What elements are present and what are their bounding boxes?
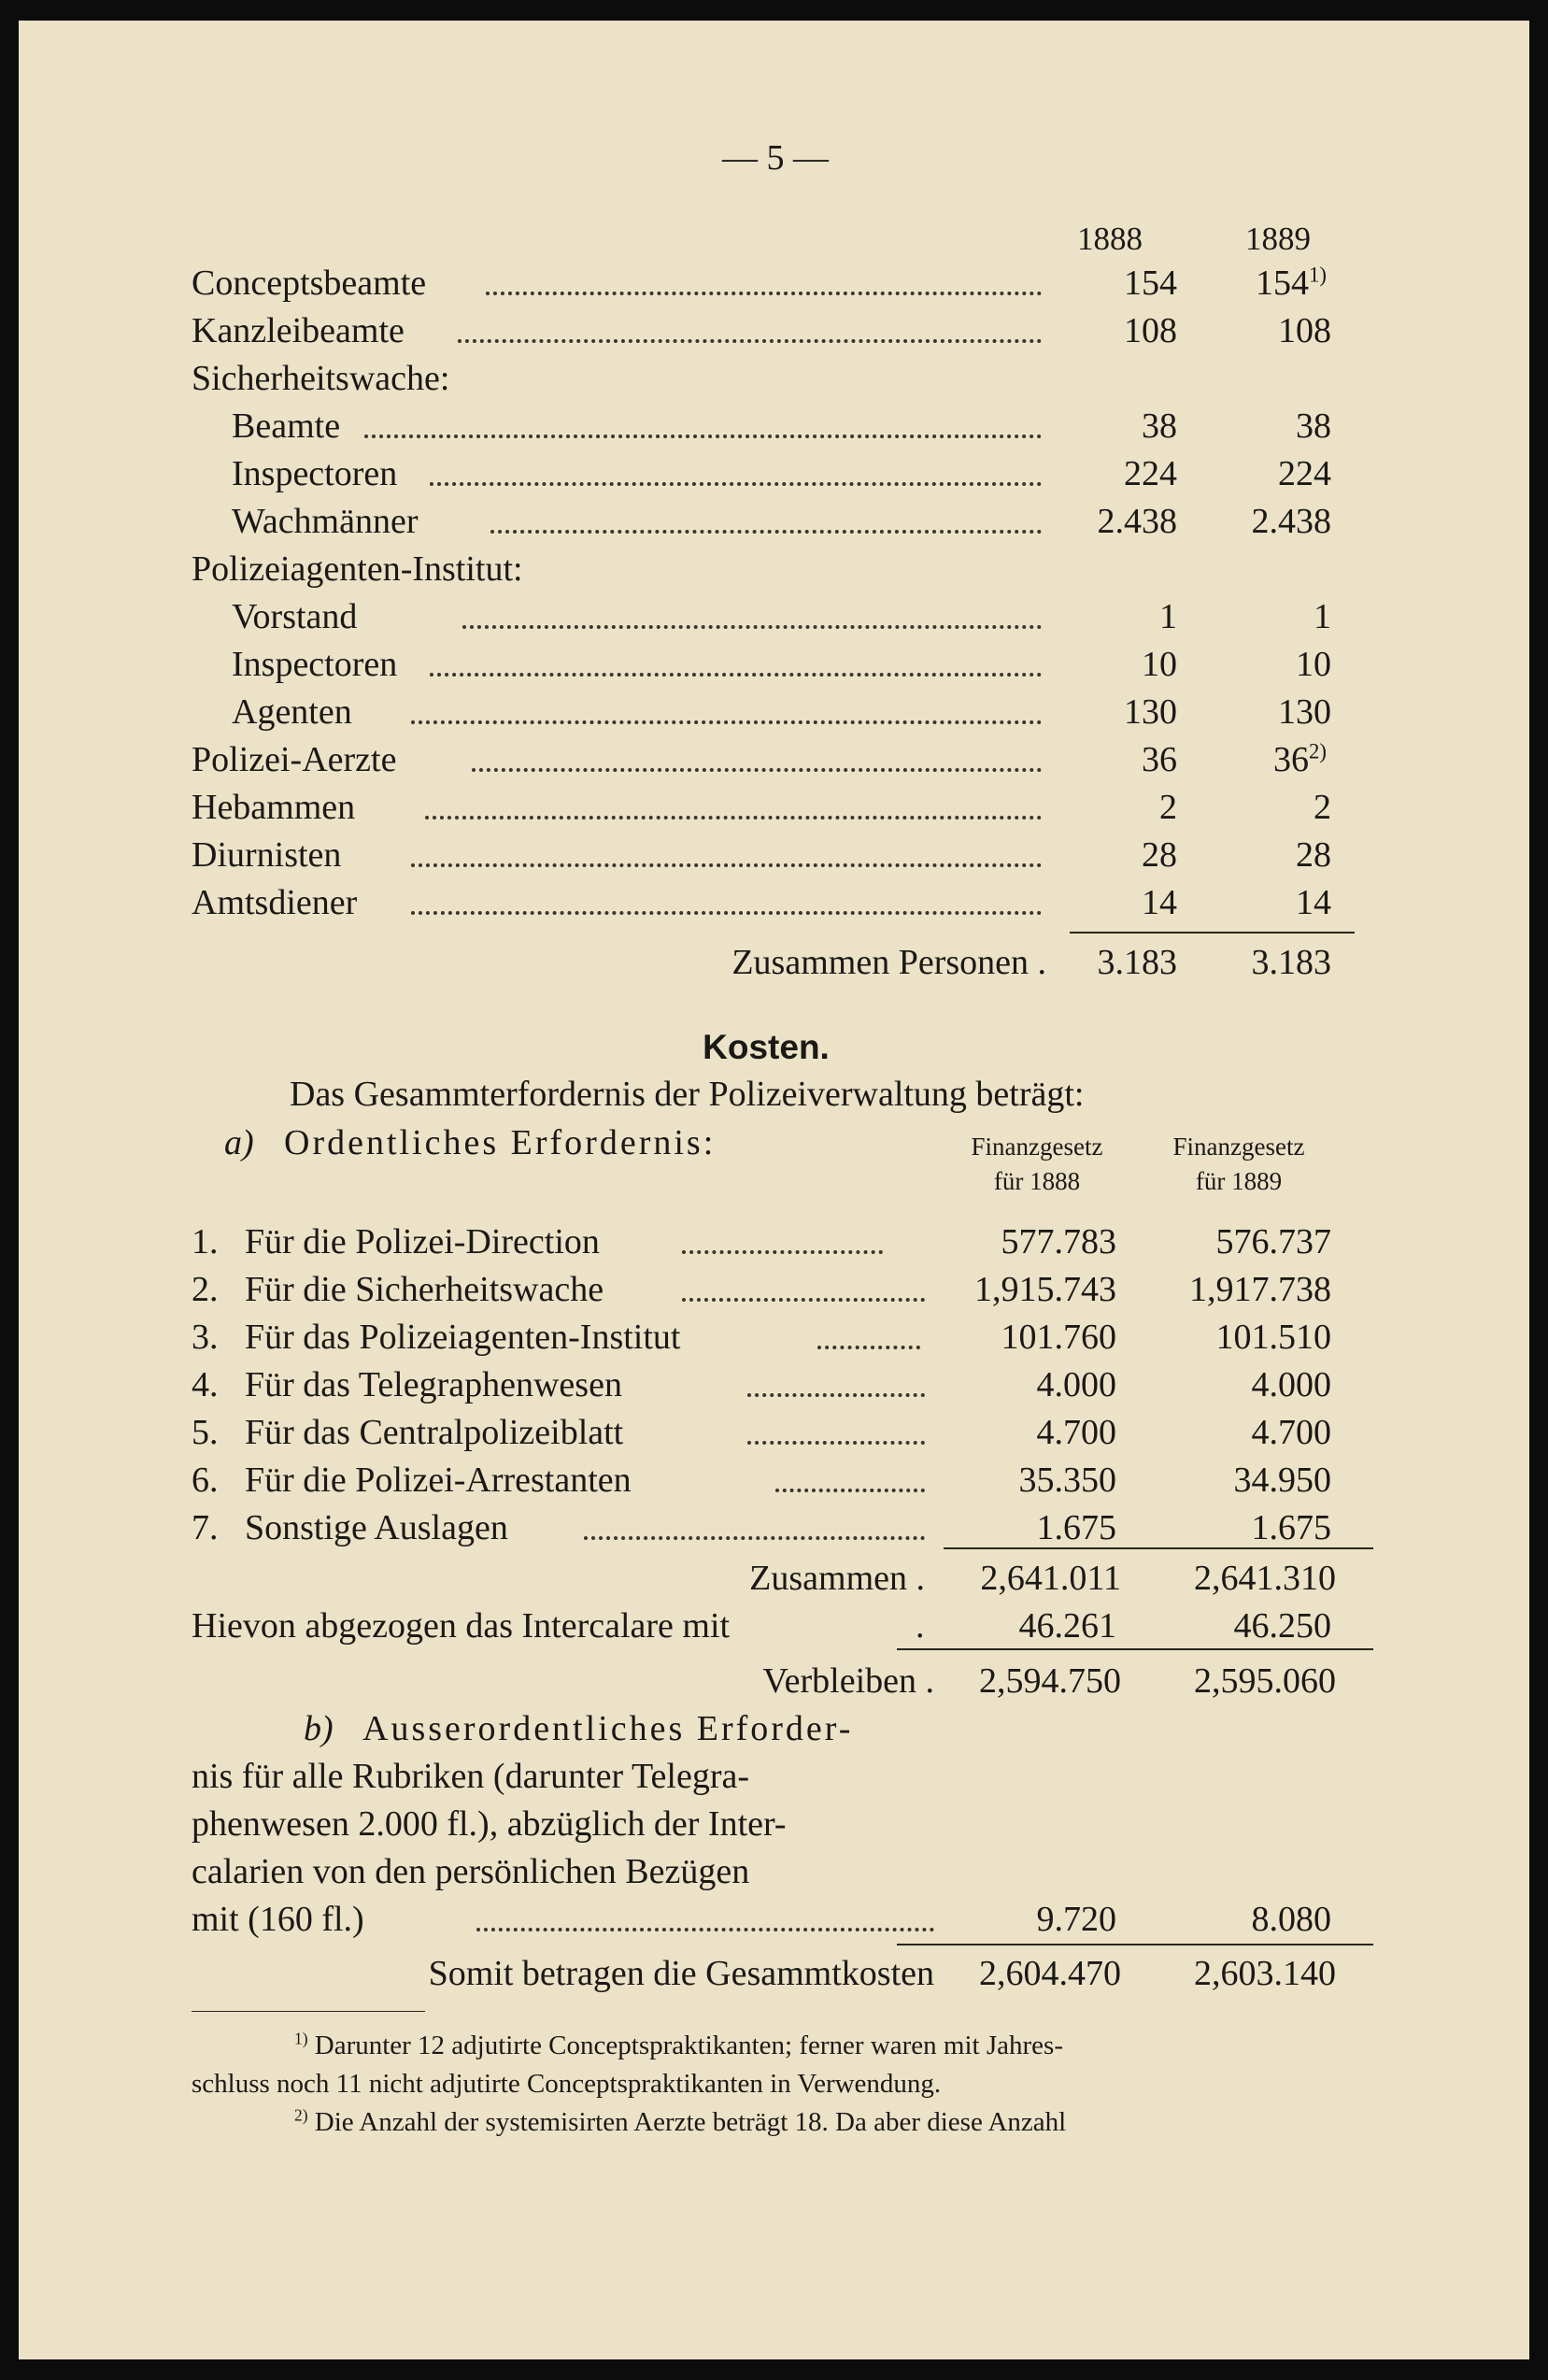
verbleiben-label: Verbleiben . bbox=[762, 1661, 934, 1701]
staff-total-label: Zusammen Personen . bbox=[731, 943, 1046, 982]
intercalare-1889: 46.250 bbox=[1233, 1606, 1331, 1646]
leader-dots bbox=[425, 816, 1042, 819]
year-header-1889: 1889 bbox=[1245, 221, 1311, 257]
leader-dots bbox=[682, 1298, 925, 1302]
leader-dots bbox=[486, 292, 1042, 295]
cost-item-label: Für das Telegraphenwesen bbox=[245, 1365, 622, 1404]
staff-value-1889: 10 bbox=[1296, 645, 1331, 684]
cost-value-1889: 101.510 bbox=[1215, 1318, 1331, 1357]
cost-value-1888: 1,915.743 bbox=[974, 1270, 1116, 1309]
cost-item-label: Für das Centralpolizeiblatt bbox=[245, 1413, 624, 1452]
cost-value-1888: 1.675 bbox=[1036, 1508, 1116, 1547]
cost-value-1888: 577.783 bbox=[1001, 1222, 1116, 1261]
staff-label: Vorstand bbox=[232, 597, 358, 636]
section-b-text: nis für alle Rubriken (darunter Telegra- bbox=[192, 1757, 750, 1796]
cost-value-1889: 576.737 bbox=[1215, 1222, 1331, 1261]
footnote-2: $^{2)}$ Die Anzahl der systemisirten Aerzte beträgt 18. Da aber diese Anzahl bbox=[294, 2105, 1067, 2137]
staff-value-1889: 14 bbox=[1296, 883, 1331, 922]
cost-value-1889: 34.950 bbox=[1233, 1461, 1331, 1500]
staff-value-1888: 130 bbox=[1124, 692, 1177, 732]
staff-total-1889: 3.183 bbox=[1251, 943, 1331, 982]
leader-dots bbox=[747, 1441, 925, 1445]
footnote-ref-1: 1) bbox=[1309, 263, 1327, 287]
sum-rule bbox=[944, 1547, 1373, 1549]
cost-value-1888: 4.000 bbox=[1036, 1365, 1116, 1404]
cost-item-label: Für das Polizeiagenten-Institut bbox=[245, 1318, 681, 1357]
staff-value-1889: 130 bbox=[1278, 692, 1331, 732]
leader-dots bbox=[476, 1928, 934, 1931]
section-b-letter: b) bbox=[304, 1709, 334, 1748]
staff-value-1889: 36$^{2)}$ bbox=[1273, 739, 1327, 779]
staff-value-1888: 154 bbox=[1124, 264, 1177, 303]
intercalare-label: Hievon abgezogen das Intercalare mit bbox=[192, 1606, 731, 1646]
cost-value-1888: 101.760 bbox=[1001, 1318, 1116, 1357]
staff-value-1888: 14 bbox=[1142, 883, 1177, 922]
staff-value-1889: 38 bbox=[1296, 406, 1331, 446]
leader-dots bbox=[430, 673, 1042, 677]
staff-value-1888: 2 bbox=[1159, 788, 1177, 827]
staff-group-heading: Sicherheitswache: bbox=[192, 359, 450, 398]
staff-label: Amtsdiener bbox=[192, 883, 358, 922]
cost-item-label: Für die Polizei-Arrestanten bbox=[245, 1461, 632, 1500]
section-b-text: Ausserordentliches Erforder- bbox=[362, 1709, 854, 1748]
cost-item-number: 2. bbox=[192, 1270, 219, 1309]
staff-value-1888: 10 bbox=[1142, 645, 1177, 684]
leader-dots bbox=[682, 1250, 883, 1254]
leader-dots bbox=[490, 530, 1042, 534]
staff-label: Diurnisten bbox=[192, 835, 342, 875]
staff-value-1889: 224 bbox=[1278, 454, 1331, 493]
staff-label: Hebammen bbox=[192, 788, 356, 827]
staff-label: Beamte bbox=[232, 406, 341, 446]
staff-value-1888: 224 bbox=[1124, 454, 1177, 493]
cost-item-number: 5. bbox=[192, 1413, 219, 1452]
staff-label: Inspectoren bbox=[232, 645, 398, 684]
staff-label: Kanzleibeamte bbox=[192, 311, 405, 350]
staff-value-1889: 28 bbox=[1296, 835, 1331, 875]
cost-value-1888: 35.350 bbox=[1018, 1461, 1116, 1500]
gesamt-label: Somit betragen die Gesammtkosten bbox=[428, 1954, 934, 1993]
staff-value-1888: 108 bbox=[1124, 311, 1177, 350]
staff-value-1889: 2.438 bbox=[1251, 502, 1331, 541]
section-b-1889: 8.080 bbox=[1251, 1900, 1331, 1939]
zusammen-1888: 2,641.011 bbox=[980, 1559, 1121, 1598]
cost-value-1889: 1.675 bbox=[1251, 1508, 1331, 1547]
leader-dots bbox=[472, 768, 1042, 772]
section-b-text: mit (160 fl.) bbox=[192, 1900, 364, 1939]
staff-value-1889: 1 bbox=[1314, 597, 1331, 636]
staff-value-1888: 36 bbox=[1142, 740, 1177, 779]
verbleiben-1888: 2,594.750 bbox=[979, 1661, 1121, 1701]
col-header-1889-year: für 1889 bbox=[1195, 1167, 1283, 1195]
section-b-text: phenwesen 2.000 fl.), abzüglich der Inter- bbox=[192, 1804, 787, 1844]
leader-dots bbox=[458, 339, 1042, 343]
sum-rule bbox=[1070, 932, 1355, 933]
staff-value-1889: 2 bbox=[1314, 788, 1331, 827]
leader-dots bbox=[747, 1393, 925, 1397]
staff-label: Conceptsbeamte bbox=[192, 264, 427, 303]
cost-value-1889: 4.000 bbox=[1251, 1365, 1331, 1404]
footnote-separator bbox=[192, 2011, 425, 2012]
verbleiben-1889: 2,595.060 bbox=[1194, 1661, 1336, 1701]
staff-label: Wachmänner bbox=[232, 502, 419, 541]
footnote-1: $^{1)}$ Darunter 12 adjutirte Conceptspraktikanten; ferner waren mit Jahres- bbox=[294, 2029, 1063, 2060]
staff-total-1888: 3.183 bbox=[1097, 943, 1177, 982]
document-page bbox=[19, 21, 1529, 2359]
staff-label: Agenten bbox=[232, 692, 352, 732]
intercalare-dot: . bbox=[916, 1606, 925, 1646]
cost-item-label: Sonstige Auslagen bbox=[245, 1508, 508, 1547]
page-number: — 5 — bbox=[722, 138, 829, 178]
footnote-ref-2: 2) bbox=[1309, 739, 1327, 763]
staff-value-1889: 154$^{1)}$ bbox=[1256, 263, 1327, 303]
leader-dots bbox=[411, 911, 1042, 915]
leader-dots bbox=[775, 1489, 925, 1492]
cost-item-number: 7. bbox=[192, 1508, 219, 1547]
cost-item-label: Für die Polizei-Direction bbox=[245, 1222, 600, 1261]
zusammen-label: Zusammen . bbox=[749, 1559, 925, 1598]
costs-intro: Das Gesammterfordernis der Polizeiverwaltung beträgt: bbox=[290, 1075, 1085, 1114]
gesamt-1889: 2,603.140 bbox=[1194, 1954, 1336, 1993]
cost-item-number: 6. bbox=[192, 1461, 219, 1500]
leader-dots bbox=[584, 1536, 925, 1540]
staff-value-1888: 2.438 bbox=[1097, 502, 1177, 541]
costs-heading: Kosten. bbox=[703, 1028, 830, 1066]
cost-value-1889: 1,917.738 bbox=[1189, 1270, 1331, 1309]
leader-dots bbox=[411, 720, 1042, 724]
section-a-letter: a) bbox=[224, 1123, 254, 1162]
staff-group-heading: Polizeiagenten-Institut: bbox=[192, 549, 523, 589]
staff-label: Inspectoren bbox=[232, 454, 398, 493]
section-b-1888: 9.720 bbox=[1036, 1900, 1116, 1939]
staff-value-1888: 28 bbox=[1142, 835, 1177, 875]
col-header-1888-year: für 1888 bbox=[993, 1167, 1081, 1195]
section-b-text: calarien von den persönlichen Bezügen bbox=[192, 1852, 750, 1891]
cost-value-1889: 4.700 bbox=[1251, 1413, 1331, 1452]
leader-dots bbox=[430, 482, 1042, 486]
zusammen-1889: 2,641.310 bbox=[1194, 1559, 1336, 1598]
leader-dots bbox=[462, 625, 1042, 629]
sum-rule bbox=[897, 1648, 1373, 1650]
cost-item-number: 3. bbox=[192, 1318, 219, 1357]
staff-value-1888: 1 bbox=[1159, 597, 1177, 636]
footnote-1-continued: schluss noch 11 nicht adjutirte Conceptspraktikanten in Verwendung. bbox=[192, 2069, 942, 2099]
cost-item-number: 1. bbox=[192, 1222, 219, 1261]
leader-dots bbox=[411, 863, 1042, 867]
leader-dots bbox=[364, 435, 1042, 438]
col-header-1889: Finanzgesetz bbox=[1172, 1133, 1305, 1161]
staff-value-1889: 108 bbox=[1278, 311, 1331, 350]
cost-item-label: Für die Sicherheitswache bbox=[245, 1270, 604, 1309]
sum-rule bbox=[897, 1944, 1373, 1945]
section-a-title: Ordentliches Erfordernis: bbox=[284, 1123, 717, 1162]
year-header-1888: 1888 bbox=[1077, 221, 1143, 257]
intercalare-1888: 46.261 bbox=[1018, 1606, 1116, 1646]
leader-dots bbox=[817, 1346, 920, 1349]
col-header-1888: Finanzgesetz bbox=[971, 1133, 1103, 1161]
cost-value-1888: 4.700 bbox=[1036, 1413, 1116, 1452]
gesamt-1888: 2,604.470 bbox=[979, 1954, 1121, 1993]
cost-item-number: 4. bbox=[192, 1365, 219, 1404]
staff-label: Polizei-Aerzte bbox=[192, 740, 397, 779]
staff-value-1888: 38 bbox=[1142, 406, 1177, 446]
